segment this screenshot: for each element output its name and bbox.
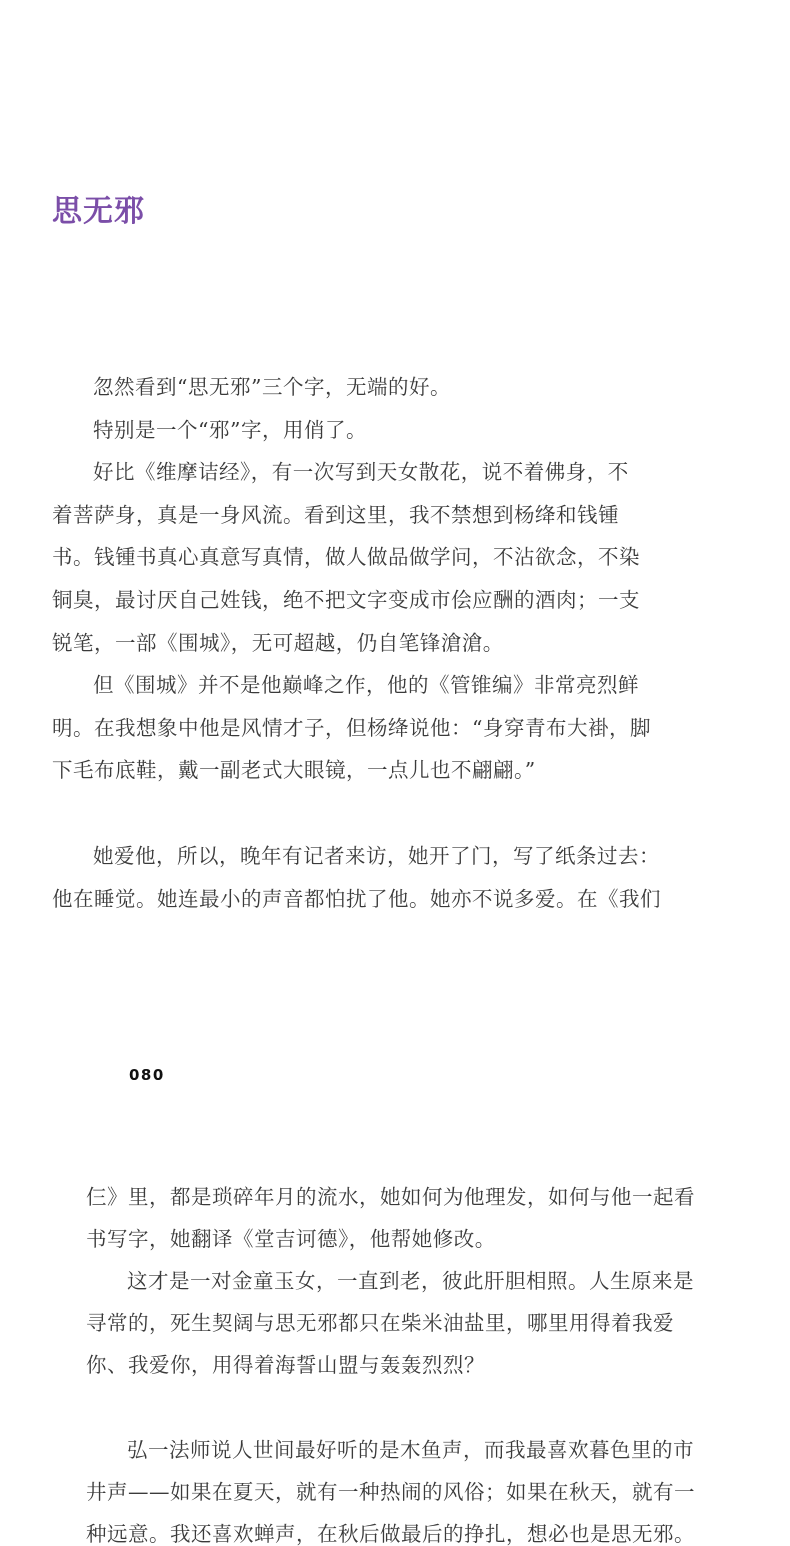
text-line: 但《围城》并不是他巅峰之作，他的《管锥编》非常亮烈鲜 [93, 673, 639, 698]
text-line: 书。钱锺书真心真意写真情，做人做品做学问，不沾欲念，不染 [52, 545, 640, 570]
page-number: 080 [129, 1066, 165, 1084]
text-line: 他在睡觉。她连最小的声音都怕扰了他。她亦不说多爱。在《我们 [52, 886, 661, 911]
page-2-body [86, 1176, 746, 1546]
book-page-next [0, 1140, 790, 1546]
text-line: 井声——如果在夏天，就有一种热闹的风俗；如果在秋天，就有一 [86, 1480, 695, 1504]
text-line: 下毛布底鞋，戴一副老式大眼镜，一点儿也不翩翩。” [52, 758, 536, 783]
chapter-title: 思无邪 [52, 194, 145, 229]
text-line: 她爱他，所以，晚年有记者来访，她开了门，写了纸条过去： [93, 843, 660, 868]
text-line: 着菩萨身，真是一身风流。看到这里，我不禁想到杨绛和钱锺 [52, 502, 619, 527]
text-line: 明。在我想象中他是风情才子，但杨绛说他：“身穿青布大褂，脚 [52, 715, 651, 740]
text-line: 你、我爱你，用得着海誓山盟与轰轰烈烈？ [86, 1353, 485, 1377]
paragraph-gap [52, 792, 712, 835]
text-line: 仨》里，都是琐碎年月的流水，她如何为他理发，如何与他一起看 [86, 1185, 695, 1209]
text-line: 忽然看到“思无邪”三个字，无端的好。 [93, 375, 451, 399]
text-line: 种远意。我还喜欢蝉声，在秋后做最后的挣扎，想必也是思无邪。 [86, 1522, 695, 1546]
text-line: 特别是一个“邪”字，用俏了。 [93, 417, 367, 442]
text-line: 这才是一对金童玉女，一直到老，彼此肝胆相照。人生原来是 [127, 1269, 694, 1293]
text-line: 弘一法师说人世间最好听的是木鱼声，而我最喜欢暮色里的市 [127, 1438, 694, 1462]
paragraph-gap [86, 1386, 746, 1429]
text-line: 寻常的，死生契阔与思无邪都只在柴米油盐里，哪里用得着我爱 [86, 1311, 674, 1335]
text-line: 铜臭，最讨厌自己姓钱，绝不把文字变成市侩应酬的酒肉；一支 [52, 587, 640, 612]
text-line: 书写字，她翻译《堂吉诃德》，他帮她修改。 [86, 1227, 496, 1251]
page-1-body [52, 366, 712, 920]
text-line: 好比《维摩诘经》，有一次写到天女散花，说不着佛身，不 [93, 460, 629, 485]
text-line: 锐笔，一部《围城》，无可超越，仍自笔锋滄滄。 [52, 630, 504, 655]
